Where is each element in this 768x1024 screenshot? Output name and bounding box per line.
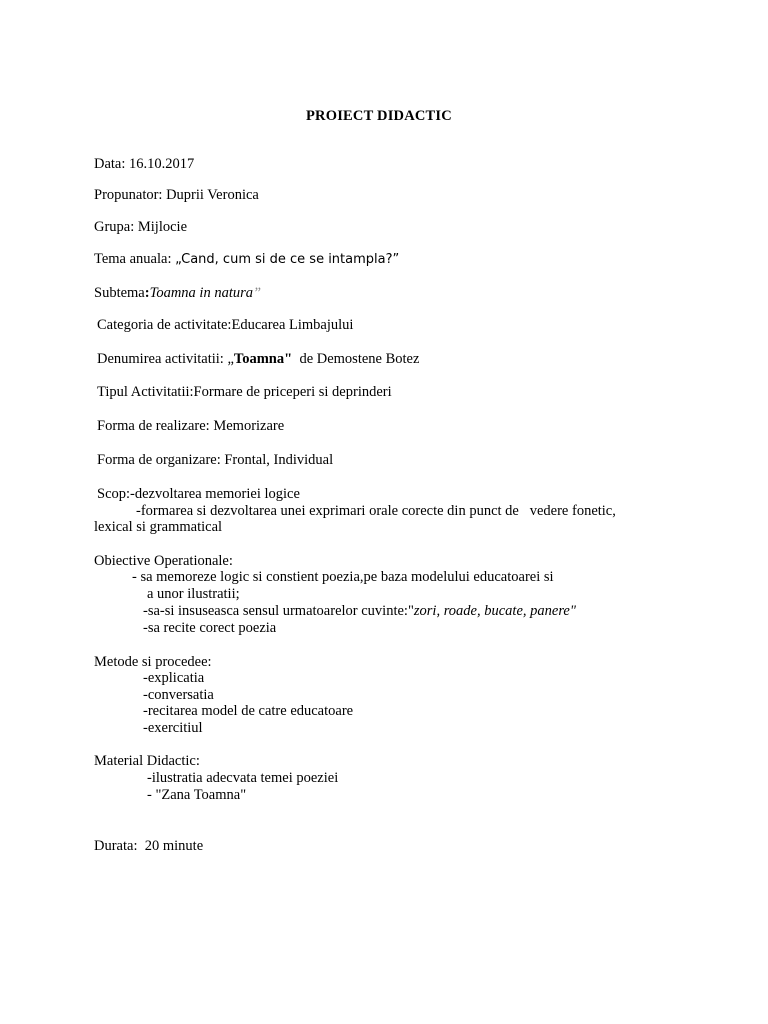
method-item: -conversatia [143,687,214,703]
annual-theme-value: „Cand, cum si de ce se intampla?” [175,252,400,267]
objective-item-2 [143,603,576,620]
document-title: PROIECT DIDACTIC [306,108,452,124]
activity-type-line: Tipul Activitatii:Formare de priceperi si deprinderi [97,384,392,400]
group-line: Grupa: Mijlocie [94,219,188,235]
subtheme-quote-mark: ” [253,285,262,301]
author-line: Propunator: Duprii Veronica [94,187,259,203]
activity-name-line [97,351,419,368]
duration-line: Durata: 20 minute [94,838,204,854]
method-item: -explicatia [143,670,205,686]
scope-line-3: lexical si grammatical [94,519,223,535]
activity-name-label: Denumirea activitatii: „ [97,351,234,367]
objective-item-2-words: zori, roade, bucate, panere" [413,603,576,619]
scope-line-1: Scop:-dezvoltarea memoriei logice [97,486,300,502]
objective-item-1: - sa memoreze logic si constient poezia,pe baza modelului educatoarei si [132,569,554,585]
material-item: -ilustratia adecvata temei poeziei [147,770,339,786]
objective-item-2-prefix: -sa-si insuseasca sensul urmatoarelor cuvinte:" [143,603,414,619]
objectives-heading: Obiective Operationale: [94,553,233,569]
methods-heading: Metode si procedee: [94,654,212,670]
materials-heading: Material Didactic: [94,753,200,769]
method-item: -recitarea model de catre educatoare [143,703,354,719]
organization-form-line: Forma de organizare: Frontal, Individual [97,452,334,468]
activity-name-author: de Demostene Botez [292,351,420,367]
subtheme-colon: : [144,285,150,301]
method-item: -exercitiul [143,720,203,736]
annual-theme-label: Tema anuala: [94,251,176,267]
activity-name-title: Toamna" [233,351,293,367]
material-item: - "Zana Toamna" [147,787,247,803]
subtheme-value: Toamna in natura [149,285,253,301]
subtheme-line [94,285,261,302]
scope-line-2: -formarea si dezvoltarea unei exprimari orale corecte din punct de vedere fonetic, [136,503,616,519]
objective-item-1-continued: a unor ilustratii; [147,586,240,602]
objective-item-3: -sa recite corect poezia [143,620,277,636]
date-line: Data: 16.10.2017 [94,156,195,172]
annual-theme-line [94,251,399,268]
category-line: Categoria de activitate:Educarea Limbajului [97,317,354,333]
subtheme-label: Subtema [94,285,145,301]
realization-form-line: Forma de realizare: Memorizare [97,418,285,434]
